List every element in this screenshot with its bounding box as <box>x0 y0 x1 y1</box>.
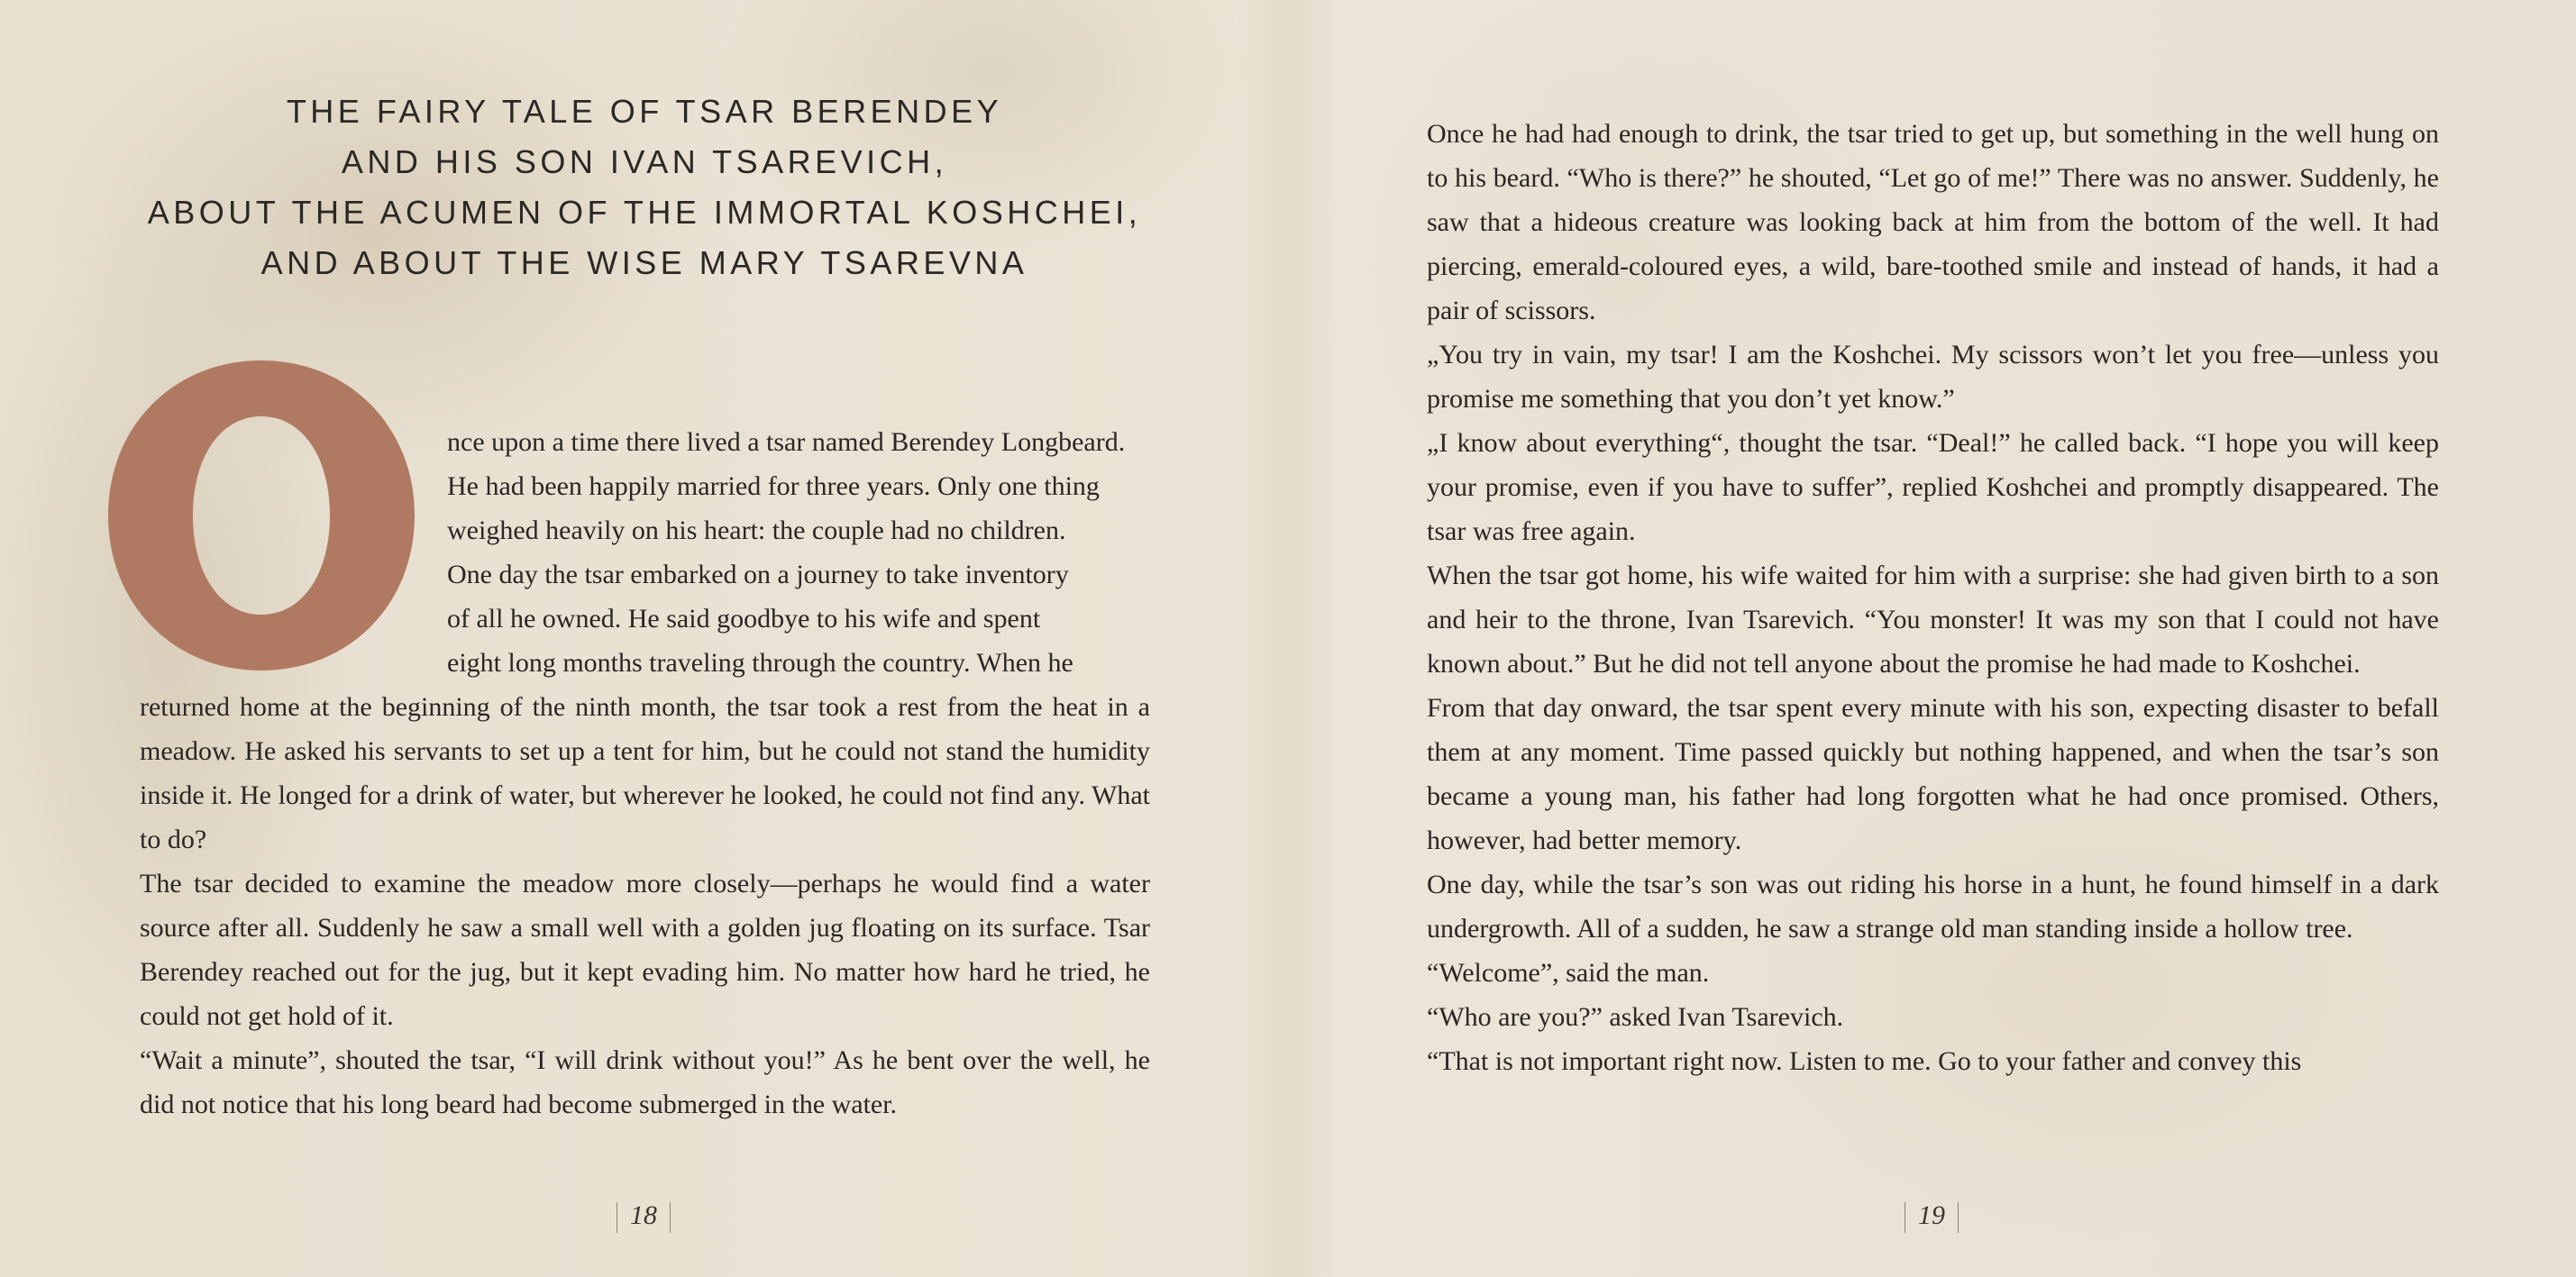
paragraph: The tsar decided to examine the meadow more closely—perhaps he would find a water source after all. Suddenly he saw a small well with a golden jug floating on its surface. Tsar Berendey reached out for the jug, but it kept evading him. No matter how hard he tried, he could not get hold of it. <box>140 869 1150 1031</box>
page-number-text: 18 <box>630 1200 657 1230</box>
intro-line: weighed heavily on his heart: the couple had no children. <box>447 515 1066 545</box>
paragraph: „You try in vain, my tsar! I am the Koshchei. My scissors won’t let you free—unless you promise me something that you don’t yet know.” <box>1427 340 2439 414</box>
paragraph: Once he had had enough to drink, the tsar tried to get up, but something in the well hung on to his beard. “Who is there?” he shouted, “Let go of me!” There was no answer. Suddenly, he saw that a hideous creature was looking back at him from the bottom of the well. It had piercing, emerald-coloured eyes, a wild, bare-toothed smile and instead of hands, it had a pair of scissors. <box>1427 119 2439 325</box>
title-line: ABOUT THE ACUMEN OF THE IMMORTAL KOSHCHEI, <box>147 194 1142 231</box>
title-line: THE FAIRY TALE OF TSAR BERENDEY <box>286 93 1003 130</box>
paragraph: „I know about everything“, thought the tsar. “Deal!” he called back. “I hope you will keep your promise, even if you have to suffer”, replied Koshchei and promptly disappeared. The tsar was free again. <box>1427 428 2439 546</box>
title-line: AND HIS SON IVAN TSAREVICH, <box>341 143 948 180</box>
paragraph: “Who are you?” asked Ivan Tsarevich. <box>1427 1002 1844 1032</box>
intro-line: One day the tsar embarked on a journey to take inventory <box>447 560 1069 589</box>
chapter-title <box>135 87 1154 288</box>
drop-cap <box>108 360 415 670</box>
body-text <box>1427 112 2439 1083</box>
title-line: AND ABOUT THE WISE MARY TSAREVNA <box>260 244 1028 281</box>
paragraph: “Welcome”, said the man. <box>1427 958 1710 988</box>
intro-line: of all he owned. He said goodbye to his wife and spent <box>447 604 1041 634</box>
paragraph: From that day onward, the tsar spent every minute with his son, expecting disaster to befall them at any moment. Time passed quickly but nothing happened, and when the tsar’s son became a young man, his father had long forgotten what he had once promised. Others, however, had better memory. <box>1427 693 2439 855</box>
body-text <box>140 685 1150 1126</box>
paragraph: “Wait a minute”, shouted the tsar, “I will drink without you!” As he bent over the well, he did not notice that his long beard had become submerged in the water. <box>140 1045 1150 1119</box>
intro-line: nce upon a time there lived a tsar named Berendey Longbeard. <box>447 427 1126 457</box>
intro-line: He had been happily married for three years. Only one thing <box>447 471 1100 501</box>
drop-cap-glyph <box>108 360 415 670</box>
page-number-text: 19 <box>1918 1200 1945 1230</box>
intro-line: eight long months traveling through the country. When he <box>447 648 1073 678</box>
paragraph: When the tsar got home, his wife waited for him with a surprise: she had given birth to a son and heir to the throne, Ivan Tsarevich. “You monster! It was my son that I could not have known about.” But he did not tell anyone about the promise he had made to Koshchei. <box>1427 561 2439 679</box>
paragraph: One day, while the tsar’s son was out riding his horse in a hunt, he found himself in a dark undergrowth. All of a sudden, he saw a strange old man standing inside a hollow tree. <box>1427 870 2439 944</box>
divider <box>670 1202 671 1233</box>
page-number <box>589 1200 698 1233</box>
intro-text <box>447 420 1150 685</box>
right-page <box>1288 0 2576 1277</box>
divider <box>1958 1202 1959 1233</box>
paragraph: returned home at the beginning of the ninth month, the tsar took a rest from the heat in a meadow. He asked his servants to set up a tent for him, but he could not stand the humidity inside it. He longed for a drink of water, but wherever he looked, he could not find any. What to do? <box>140 692 1150 854</box>
page-number <box>1877 1200 1986 1233</box>
paragraph: “That is not important right now. Listen to me. Go to your father and convey this <box>1427 1046 2302 1076</box>
